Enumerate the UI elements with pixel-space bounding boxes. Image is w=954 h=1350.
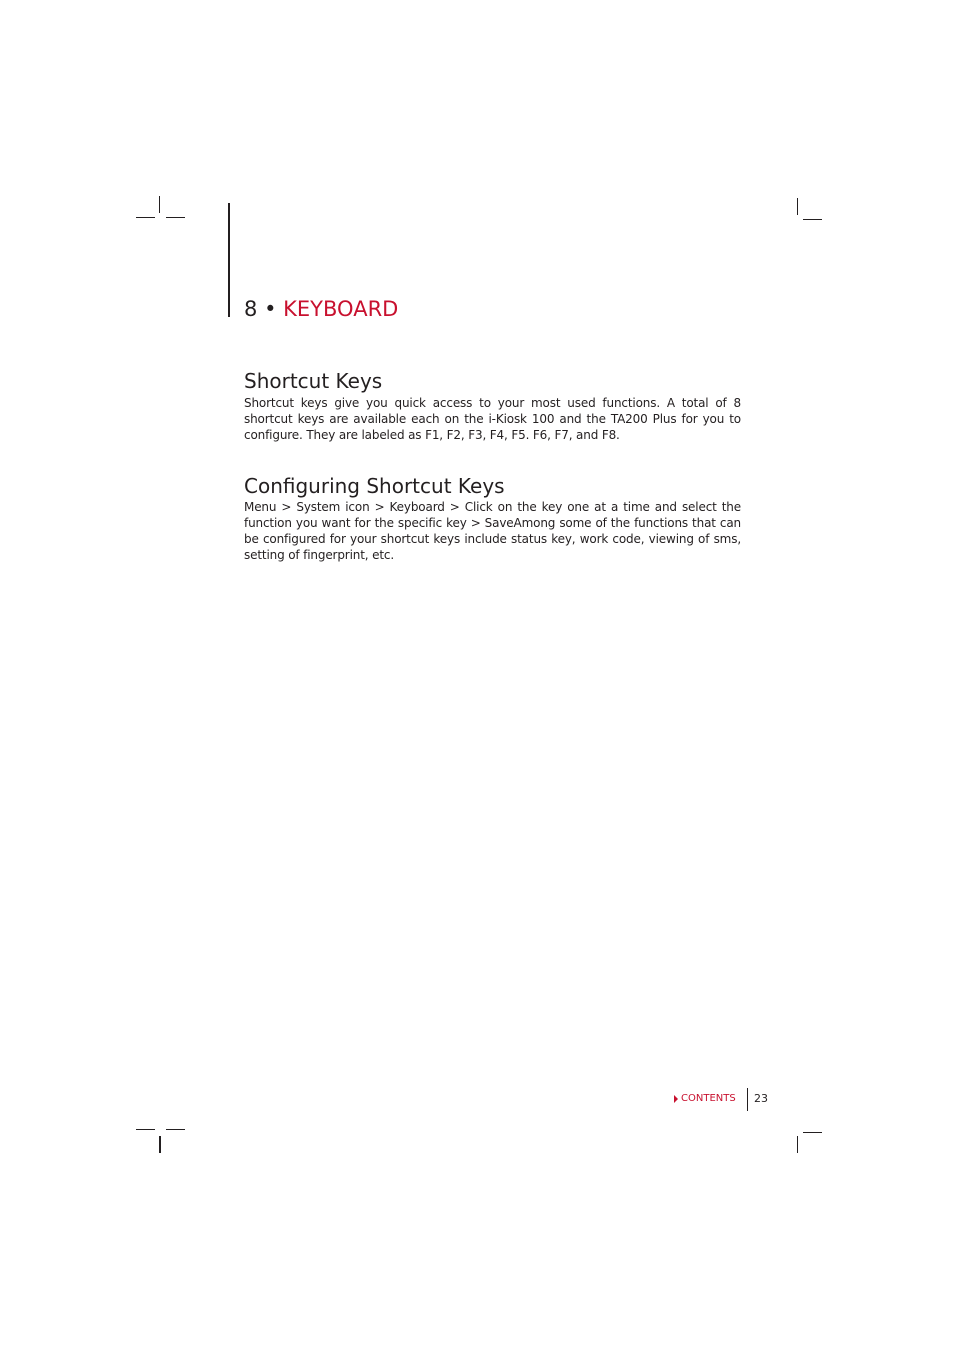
triangle-right-icon xyxy=(674,1095,678,1103)
crop-mark xyxy=(797,1136,798,1153)
section-title: Configuring Shortcut Keys xyxy=(244,474,505,498)
section-gap xyxy=(244,443,741,473)
crop-mark xyxy=(159,196,160,213)
chapter-number: 8 xyxy=(244,297,258,321)
crop-mark xyxy=(166,217,185,218)
crop-mark xyxy=(803,1132,822,1133)
page-content xyxy=(244,367,741,563)
crop-mark xyxy=(136,217,155,218)
chapter-heading xyxy=(244,296,398,322)
chapter-bar xyxy=(228,203,230,317)
footer-divider xyxy=(747,1088,748,1111)
chapter-title: KEYBOARD xyxy=(283,297,399,321)
crop-mark xyxy=(797,198,798,215)
chapter-separator: • xyxy=(264,297,277,321)
contents-label: CONTENTS xyxy=(681,1093,736,1104)
crop-mark xyxy=(803,219,822,220)
page-number: 23 xyxy=(754,1092,768,1105)
crop-mark xyxy=(136,1129,155,1130)
section-shortcut-keys xyxy=(244,367,741,443)
section-body: Menu > System icon > Keyboard > Click on the key one at a time and select the function you want for the specific key > SaveAmong some of the functions that can be configured for your shortcut keys include status key, work code, viewing of sms, setting of fingerprint, etc. xyxy=(244,500,741,562)
section-configuring-shortcut-keys xyxy=(244,473,741,563)
crop-mark xyxy=(166,1129,185,1130)
crop-mark xyxy=(159,1136,161,1153)
section-body: Shortcut keys give you quick access to your most used functions. A total of 8 shortcut keys are available each on the i-Kiosk 100 and the TA200 Plus for you to configure. They are labeled as F1, F2, F3, F4, F5. F6, F7, and F8. xyxy=(244,396,741,442)
section-title: Shortcut Keys xyxy=(244,369,383,393)
contents-link[interactable] xyxy=(674,1092,736,1106)
